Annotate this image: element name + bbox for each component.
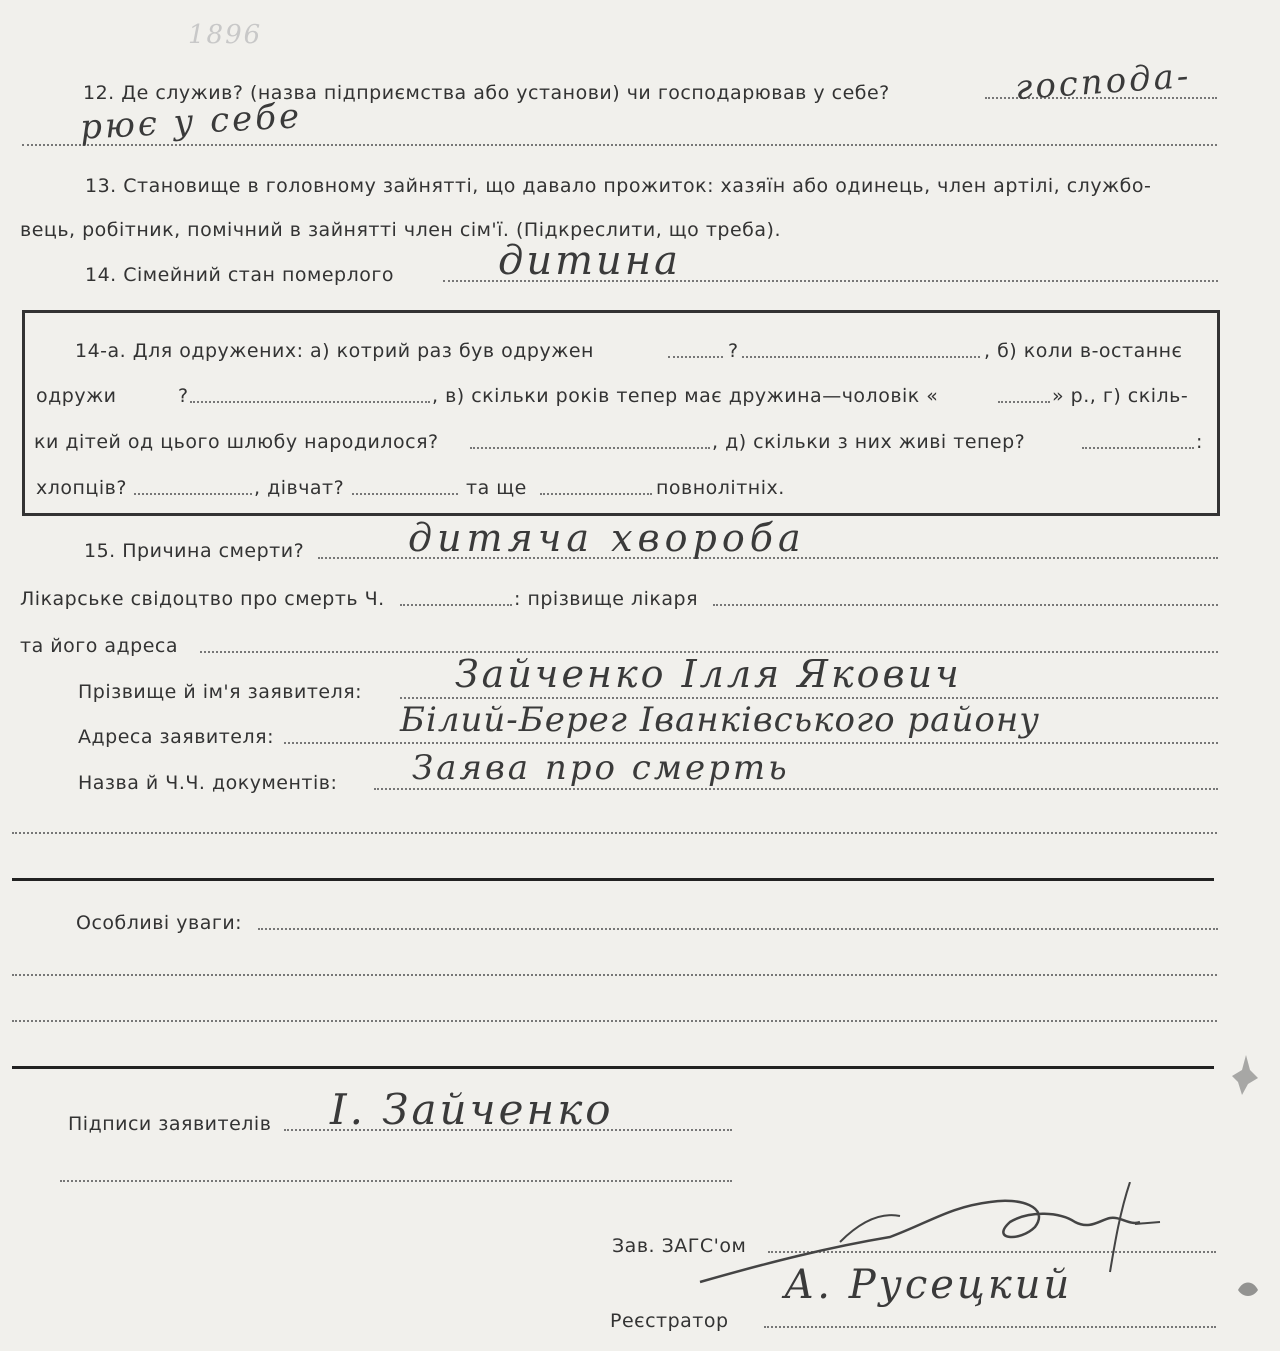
documents-value: Заява про смерть [412,748,790,788]
q14a-line4-blank-1 [134,493,252,495]
q14a-line2-blank-2 [998,401,1050,403]
q14a-line3-colon: : [1196,431,1203,453]
q12-answer-line2: рює у себе [79,96,304,148]
page-blemish-2 [1228,1270,1268,1310]
zags-head-label: Зав. ЗАГС'ом [612,1235,747,1257]
applicants-signature-label: Підписи заявителів [68,1113,272,1135]
q14a-line1-question: ? [728,340,739,362]
doctor-address-label: та його адреса [20,635,178,657]
applicant-address-value: Білий-Берег Іванківського району [400,700,1040,740]
q14a-line3-blank-1 [470,447,710,449]
registrar-label: Реєстратор [610,1310,729,1332]
q14a-line2-text: одружи [36,385,117,407]
applicant-name-line [400,697,1218,699]
special-notes-line-3 [12,1020,1217,1022]
q14a-line1-text: 14-а. Для одружених: а) котрий раз був одружен [75,340,594,362]
q13-line1: 13. Становище в головному зайнятті, що давало прожиток: хазяїн або одинець, член артілі, службо- [85,175,1152,197]
q14a-line3-blank-2 [1082,447,1194,449]
applicants-signature-line-2 [60,1180,732,1182]
q14a-line4-blank-2 [352,493,458,495]
q14a-line4-more: та ще [466,477,527,499]
q14-label: 14. Сімейний стан померлого [85,264,394,286]
documents-line [374,788,1218,790]
faded-stamp-number: 1896 [188,20,263,50]
applicant-address-line [284,742,1218,744]
special-notes-line-2 [12,974,1217,976]
registrar-signature-line [764,1326,1216,1328]
q14a-line1-blank-2 [742,356,980,358]
doctor-label: : прізвище лікаря [514,588,699,610]
q14a-line4-blank-3 [540,493,652,495]
q14a-line1-blank-1 [668,356,723,358]
applicant-name-label: Прізвище й ім'я заявителя: [78,681,363,703]
section-divider-2 [12,1066,1214,1069]
q14a-line4-adults: повнолітніх. [656,477,785,499]
q13-line2: вець, робітник, помічний в зайнятті член сім'ї. (Підкреслити, що треба). [20,219,781,241]
q14a-line2-rest: » р., г) скіль- [1052,385,1189,407]
cert-label: Лікарське свідоцтво про смерть Ч. [20,588,385,610]
blank-line [12,832,1217,834]
special-notes-line-1 [258,928,1218,930]
q14a-line3-text: ки дітей од цього шлюбу народилося? [34,431,439,453]
q14a-line3-mid: , д) скільки з них живі тепер? [712,431,1026,453]
q14a-line2-blank-1 [190,401,430,403]
q14a-line2-question: ? [178,385,189,407]
q14a-line4-girls: , дівчат? [254,477,345,499]
documents-label: Назва й Ч.Ч. документів: [78,772,338,794]
applicant-name-value: Зайченко Ілля Якович [455,652,962,696]
q12-label: 12. Де служив? (назва підприємства або установи) чи господарював у себе? [83,82,890,104]
q12-answer-line-2 [22,144,1217,146]
page-blemish [1228,1050,1268,1100]
q14a-line1-rest: , б) коли в-останнє [984,340,1183,362]
cert-number-line [400,604,512,606]
doctor-name-line [713,604,1218,606]
q12-answer-line1: господа- [1013,55,1193,109]
q14a-line4-boys: хлопців? [36,477,127,499]
applicant-address-label: Адреса заявителя: [78,726,274,748]
q15-label: 15. Причина смерти? [84,540,305,562]
special-notes-label: Особливі уваги: [76,912,243,934]
q14a-line2-mid: , в) скільки років тепер має дружина—чоловік « [432,385,939,407]
applicants-signature-value: І. Зайченко [330,1085,614,1134]
q15-answer: дитяча хвороба [408,516,806,560]
registrar-signature-value: А. Русецкий [784,1262,1073,1308]
section-divider [12,878,1214,881]
q14-answer: дитина [498,238,681,284]
